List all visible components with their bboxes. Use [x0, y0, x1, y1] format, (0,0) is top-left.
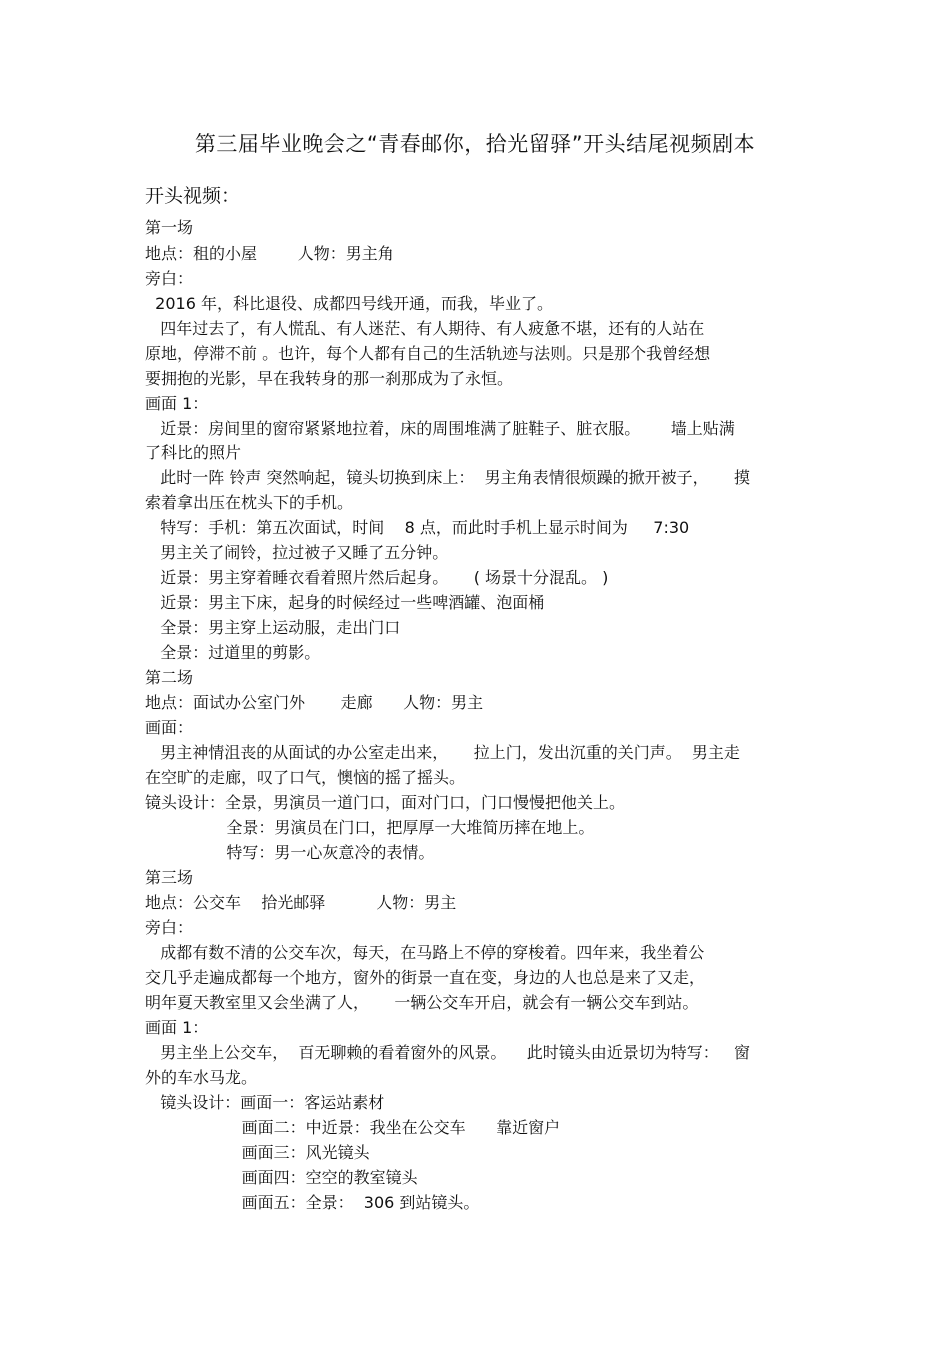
text-line: 要拥抱的光影，早在我转身的那一刹那成为了永恒。 [145, 369, 514, 388]
narration-label: 旁白： [145, 269, 194, 288]
camera-design-line: 镜头设计：画面一：客运站素材 [145, 1093, 385, 1112]
text-line: 索着拿出压在枕头下的手机。 [145, 493, 354, 512]
scene-heading: 第二场 [145, 668, 194, 687]
location-line: 地点：租的小屋 人物：男主角 [145, 244, 394, 263]
text-line: 交几乎走遍成都每一个地方，窗外的街景一直在变，身边的人也总是来了又走， [145, 968, 706, 987]
text-line: 外的车水马龙。 [145, 1068, 258, 1087]
camera-design-line: 画面三：风光镜头 [145, 1143, 370, 1162]
text-line: 近景：男主下床，起身的时候经过一些啤酒罐、泡面桶 [145, 593, 545, 612]
text-line: 近景：房间里的窗帘紧紧地拉着，床的周围堆满了脏鞋子、脏衣服。 墙上贴满 [145, 419, 735, 438]
camera-design-line: 全景：男演员在门口，把厚厚一大堆简历摔在地上。 [145, 818, 595, 837]
text-line: 原地，停滞不前 。也许，每个人都有自己的生活轨迹与法则。只是那个我曾经想 [145, 344, 711, 363]
shot-heading: 画面： [145, 718, 194, 737]
text-line: 四年过去了，有人慌乱、有人迷茫、有人期待、有人疲惫不堪，还有的人站在 [145, 319, 705, 338]
shot-heading: 画面 1： [145, 1018, 209, 1037]
location-line: 地点：公交车 拾光邮驿 人物：男主 [145, 893, 457, 912]
narration-label: 旁白： [145, 918, 194, 937]
text-line: 明年夏天教室里又会坐满了人， 一辆公交车开启，就会有一辆公交车到站。 [145, 993, 699, 1012]
text-line: 男主关了闹铃，拉过被子又睡了五分钟。 [145, 543, 449, 562]
scene-heading: 第三场 [145, 868, 194, 887]
text-line: 特写：手机：第五次面试，时间 8 点，而此时手机上显示时间为 7:30 [145, 518, 690, 537]
camera-design-line: 画面四：空空的教室镜头 [145, 1168, 418, 1187]
shot-heading: 画面 1： [145, 394, 209, 413]
camera-design-line: 特写：男一心灰意冷的表情。 [145, 843, 435, 862]
text-line: 全景：过道里的剪影。 [145, 643, 321, 662]
scene-heading: 第一场 [145, 218, 194, 237]
section-heading: 开头视频： [145, 185, 241, 207]
text-line: 近景：男主穿着睡衣看着照片然后起身。 ( 场景十分混乱。 ) [145, 568, 609, 587]
document-title: 第三届毕业晚会之“青春邮你，拾光留驿”开头结尾视频剧本 [194, 132, 756, 156]
camera-design-line: 画面二：中近景：我坐在公交车 靠近窗户 [145, 1118, 561, 1137]
camera-design-line: 镜头设计：全景，男演员一道门口，面对门口，门口慢慢把他关上。 [145, 793, 626, 812]
text-line: 了科比的照片 [145, 443, 242, 462]
text-line: 在空旷的走廊，叹了口气，懊恼的摇了摇头。 [145, 768, 466, 787]
camera-design-line: 画面五：全景： 306 到站镜头。 [145, 1193, 480, 1212]
text-line: 男主坐上公交车， 百无聊赖的看着窗外的风景。 此时镜头由近景切为特写： 窗 [145, 1043, 751, 1062]
location-line: 地点：面试办公室门外 走廊 人物：男主 [145, 693, 484, 712]
text-line: 2016 年，科比退役、成都四号线开通，而我，毕业了。 [145, 294, 553, 313]
text-line: 成都有数不清的公交车次，每天，在马路上不停的穿梭着。四年来，我坐着公 [145, 943, 705, 962]
text-line: 男主神情沮丧的从面试的办公室走出来， 拉上门，发出沉重的关门声。 男主走 [145, 743, 740, 762]
text-line: 此时一阵 铃声 突然响起，镜头切换到床上： 男主角表情很烦躁的掀开被子， 摸 [145, 468, 751, 487]
text-line: 全景：男主穿上运动服，走出门口 [145, 618, 401, 637]
